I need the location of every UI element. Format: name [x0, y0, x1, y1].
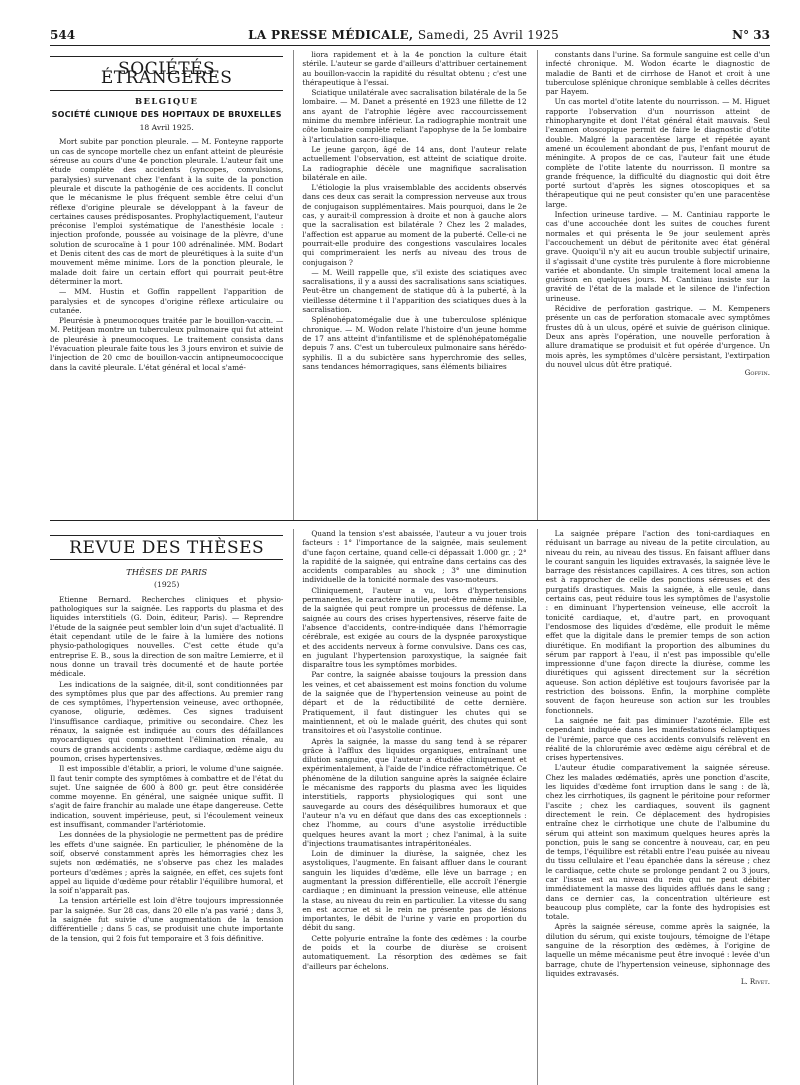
- paragraph: Après la saignée séreuse, comme après la saignée, la dilution du sérum, qui existe toujours, témoigne de l'étape sanguine de la résorption des œdèmes, à l'origine de laquelle un même mécanisme peut être invoqué : levée d'un barrage, chute de l'hypertension veineuse, siphonnage des liquides extravasés.: [545, 922, 770, 978]
- paragraph: Infection urineuse tardive. — M. Cantiniau rapporte le cas d'une accouchée dont les suites de couches furent normales et qui présenta le 9e jour seulement après l'accouchement un début de péritonite avec état général grave. Quoiqu'il n'y ait eu aucun trouble subjectif urinaire, il s'agissait d'une cystite très purulente à flore microbienne variée et abondante. Un simple traitement local amena la guérison en quelques jours. M. Cantiniau insiste sur la gravité de l'état de la malade et le silence de l'infection urineuse.: [545, 210, 770, 303]
- country-heading: BELGIQUE: [134, 95, 199, 106]
- author-signature: L. Rivet.: [740, 978, 770, 987]
- paragraph: Par contre, la saignée abaisse toujours la pression dans les veines, et cet abaissement est moins fonction du volume de la saignée que de l'hypertension veineuse au point de départ et de la réductibilité de cette dernière. Pratiquement, il faut distinguer les chutes qui se maintiennent, et où le malade guérit, des chutes qui sont transitoires et où l'asystolie continue.: [302, 670, 527, 736]
- paragraph: L'étiologie la plus vraisemblable des accidents observés dans ces deux cas serait la compression nerveuse aux trous de conjugaison supplémentaires. Mais pourquoi, dans le 2e cas, y aurait-il compression à droite et non à gauche alors que la sacralisation est bilatérale ? Chez les 2 malades, l'affection est apparue au moment de la puberté. Celle-ci ne pourrait-elle produire des congestions vasculaires locales qui comprimeraient les nerfs au niveau des trous de conjugaison ?: [302, 183, 527, 267]
- paragraph: Etienne Bernard. Recherches cliniques et physio-pathologiques sur la saignée. Les rapports du plasma et des liquides interstitiels (G. Doin, éditeur, Paris). — Reprendre l'étude de la saignée peut sembler loin d'un sujet d'actualité. Il était cependant utile de le faire à la lumière des notions physio-pathologiques nouvelles. C'est cette étude qu'a entreprise E. B., sous la direction de son maître Lemierre, et il nous donne un travail très documenté et de haute portée médicale.: [50, 594, 284, 679]
- societes-section: [50, 46, 770, 521]
- paragraph: Un cas mortel d'otite latente du nourrisson. — M. Higuet rapporte l'observation d'un nourrisson atteint de rhinopharyngite et dont l'état général était mauvais. Seul l'examen otoscopique permit de faire le diagnostic d'otite double. Malgré la paracentèse large et répétée ayant amené un écoulement abondant de pus, l'enfant mourut de méningite. A propos de ce cas, l'auteur fait une étude complète de l'otite latente du nourrisson. Il montre sa grande fréquence, la difficulté du diagnostic qui doit être porté surtout d'après les signes otoscopiques et sa thérapeutique qui ne peut consister qu'en une paracentèse large.: [545, 97, 770, 209]
- paragraph: La saignée ne fait pas diminuer l'azotémie. Elle est cependant indiquée dans les manifestations éclamptiques de l'urémie, parce que ces accidents convulsifs relèvent en réalité de la chlorurémie avec œdème aigu cérébral et de crises hypertensives.: [545, 715, 770, 763]
- author-signature: Goffin.: [744, 369, 770, 378]
- issue-date: Samedi, 25 Avril 1925: [417, 28, 560, 42]
- paragraph: Cliniquement, l'auteur a vu, lors d'hypertensions permanentes, le caractère inutile, peut-être même nuisible, de la saignée qui peut rompre un processus de défense. La saignée au cours des crises hypertensives, réserve faite de l'absence d'accidents, contre-indiquée dans l'hémorragie cérébrale, est exigée au cours de la dyspnée paroxystique et des accidents nerveux à forme convulsive. Dans ces cas, en jugulant l'hypertension paroxystique, la saignée fait disparaître tous les symptômes morbides.: [302, 585, 527, 670]
- paragraph: Loin de diminuer la diurèse, la saignée, chez les asystoliques, l'augmente. En faisant affluer dans le courant sanguin les liquides d'œdème, elle lève un barrage ; en augmentant la pression différentielle, elle accroît l'énergie cardiaque ; en diminuant la pression veineuse, elle atténue la stase, au niveau du rein en particulier. La vitesse du sang en est accrue et si le rein ne présente pas de lésions importantes, le débit de l'urine y varie en proportion du débit du sang.: [302, 849, 527, 933]
- paragraph: Cette polyurie entraîne la fonte des œdèmes : la courbe de poids et la courbe de diurèse se croisent automatiquement. La résorption des œdèmes se fait d'ailleurs par échelons.: [302, 933, 527, 971]
- page-number: 544: [50, 28, 76, 42]
- societes-column-2: [293, 50, 526, 520]
- societes-column-1: [50, 50, 283, 520]
- theses-heading: THÈSES DE PARIS: [126, 567, 208, 578]
- paragraph: Sciatique unilatérale avec sacralisation bilatérale de la 5e lombaire. — M. Danet a présenté en 1923 une fillette de 12 ans ayant de l'atrophie légère avec raccourcissement minime du membre inférieur. La radiographie montrait une côte lombaire complète reliant l'apophyse de la 5e lombaire à l'articulation sacro-iliaque.: [302, 88, 527, 144]
- paragraph: La saignée prépare l'action des toni-cardiaques en réduisant un barrage au niveau de la petite circulation, au niveau du rein, au niveau des tissus. En faisant affluer dans le courant sanguin les liquides extravasés, la saignée lève le barrage des résistances capillaires. A ces titres, son action est à rapprocher de celle des ponctions séreuses et des purgatifs drastiques. Mais la saignée, à elle seule, dans certains cas, peut réduire tous les symptômes de l'asystolie : en diminuant l'hypertension veineuse, elle accroît la tonicité cardiaque, et, d'autre part, en provoquant l'endosmose des liquides d'œdème, elle produit le même effet que la digitale dans le premier temps de son action diurétique. En modifiant la proportion des albumines du sérum par rapport à l'eau, il n'est pas impossible qu'elle impressionne d'une façon directe la diurèse, comme les diurétiques qui agissent directement sur la sécrétion aqueuse. Son action déplétive est toujours favorisée par la restriction des boissons. Enfin, la morphine complète souvent de façon heureuse son action sur les troubles fonctionnels.: [545, 529, 770, 715]
- theses-section: [50, 521, 770, 1085]
- journal-name: LA PRESSE MÉDICALE,: [248, 28, 414, 42]
- session-date: 18 Avril 1925.: [139, 123, 194, 133]
- theses-column-2: [293, 529, 526, 1085]
- paragraph: Le jeune garçon, âgé de 14 ans, dont l'auteur relate actuellement l'observation, est atteint de sciatique droite. La radiographie décèle une magnifique sacralisation bilatérale en aile.: [302, 144, 527, 182]
- newspaper-page: [50, 28, 770, 1068]
- paragraph: Il est impossible d'établir, a priori, le volume d'une saignée. Il faut tenir compte des symptômes à combattre et de l'état du sujet. Une saignée de 600 à 800 gr. peut être considérée comme moyenne. En général, une saignée unique suffit. Il s'agit de faire franchir au malade une étape dangereuse. Cette indication, souvent impérieuse, peut, si l'écoulement veineux est insuffisant, commander l'artériotomie.: [50, 764, 284, 830]
- paragraph: La tension artérielle est loin d'être toujours impressionnée par la saignée. Sur 28 cas, dans 20 elle n'a pas varié ; dans 3, la saignée fut suivie d'une augmentation de la tension différentielle ; dans 5 cas, se produisit une chute importante de la tension, qui 2 fois fut temporaire et 3 fois définitive.: [50, 896, 284, 943]
- journal-title-line: [248, 28, 559, 42]
- paragraph: — M. Weill rappelle que, s'il existe des sciatiques avec sacralisations, il y a aussi des sacralisations sans sciatiques. Peut-être un changement de statique dû à la puberté, à la vieillesse détermine t il l'apparition des sciatiques dues à la sacralisation.: [302, 267, 527, 315]
- paragraph: Pleurésie à pneumocoques traitée par le bouillon-vaccin. — M. Petitjean montre un tuberculeux pulmonaire qui fut atteint de pleurésie à pneumocoques. Le traitement consista dans l'évacuation pleurale faite tous les 3 jours environ et suivie de l'injection de 20 cmc de bouillon-vaccin antipneumococcique dans la cavité pleurale. L'état général et local s'amé-: [50, 316, 284, 372]
- theses-column-1: [50, 529, 283, 1085]
- paragraph: Quand la tension s'est abaissée, l'auteur a vu jouer trois facteurs : 1° l'importance de la saignée, mais seulement d'une façon certaine, quand celle-ci dépassait 1.000 gr. ; 2° la rapidité de la saignée, qui entraîne dans certains cas des accidents comparables au shock ; 3° une diminution individuelle de la tonicité normale des vaso-moteurs.: [302, 529, 527, 585]
- section-title: SOCIÉTÉS ÉTRANGÈRES: [50, 56, 283, 91]
- paragraph: Après la saignée, la masse du sang tend à se réparer grâce à l'afflux des liquides organiques, entraînant une dilution sanguine, que l'auteur a étudiée cliniquement et expérimentalement, à l'aide de l'indice réfractométrique. Ce phénomène de la dilution sanguine après la saignée éclaire le mécanisme des rapports du plasma avec les liquides interstitiels, rapports physiologiques qui sont une sauvegarde au cours des déséquilibres humoraux et que l'auteur n'a vu en défaut que dans des cas exceptionnels : chez l'homme, au cours d'une asystolie irréductible quelques heures avant la mort ; chez l'animal, à la suite d'injections traumatisantes intrapéritonéales.: [302, 736, 527, 848]
- theses-year: (1925): [154, 579, 180, 589]
- paragraph: Splénohépatomégalie due à une tuberculose splénique chronique. — M. Wodon relate l'histoire d'un jeune homme de 17 ans atteint d'infantilisme et de splénohépatomégalie depuis 7 ans. C'est un tuberculeux pulmonaire sans hérédo-syphilis. Il a du subictère sans hyperchromie des selles, sans tendances hémorragiques, sans éléments biliaires: [302, 315, 527, 371]
- theses-column-3: [537, 529, 770, 1085]
- issue-number: N° 33: [732, 28, 770, 42]
- paragraph: constants dans l'urine. Sa formule sanguine est celle d'un infecté chronique. M. Wodon écarte le diagnostic de maladie de Banti et de cirrhose de Hanot et croit à une tuberculose splénique chronique semblable à celles décrites par Hayem.: [545, 50, 770, 97]
- running-header: [50, 28, 770, 46]
- paragraph: liora rapidement et à la 4e ponction la culture était stérile. L'auteur se garde d'ailleurs d'attribuer certainement au bouillon-vaccin la rapidité du résultat obtenu ; c'est une thérapeutique à l'essai.: [302, 50, 527, 87]
- paragraph: Les indications de la saignée, dit-il, sont conditionnées par des symptômes plus que par des affections. Au premier rang de ces symptômes, l'hypertension veineuse, avec orthopnée, cyanose, oligurie, œdèmes. Ces signes traduisent l'insuffisance cardiaque, primitive ou secondaire. Chez les rénaux, la saignée est indiquée au cours des défaillances myocardiques qui compromettent l'élimination rénale, au cours de grands accidents : asthme cardiaque, œdème aigu du poumon, crises hypertensives.: [50, 679, 284, 763]
- section-title: REVUE DES THÈSES: [50, 535, 283, 560]
- societes-column-3: [537, 50, 770, 520]
- paragraph: Récidive de perforation gastrique. — M. Kempeners présente un cas de perforation stomacale avec symptômes frustes dû à un ulcus, opéré et suivie de guérison clinique. Deux ans après l'opération, une nouvelle perforation à allure dramatique se produisit et fut opérée d'urgence. Un mois après, les symptômes d'ulcère persistant, l'extirpation du nouvel ulcus dût être pratiqué.: [545, 304, 770, 369]
- paragraph: L'auteur étudie comparativement la saignée séreuse. Chez les malades œdématiés, après une ponction d'ascite, les liquides d'œdème font irruption dans le sang : de là, chez les cirrhotiques, ils gagnent le péritoine pour reformer l'ascite ; chez les cardiaques, souvent ils gagnent directement le rein. Ce déplacement des hydropisies entraîne chez le cirrhotique une chute de l'albumine du sérum qui atteint son maximum quelques heures après la ponction, puis le sang se concentre à nouveau, car, en peu de temps, l'équilibre est rétabli entre l'eau puisée au niveau du tissu cellulaire et l'eau épanchée dans la séreuse ; chez le cardiaque, cette chute se prolonge pendant 2 ou 3 jours, car l'issue est au niveau du rein qui ne peut débiter immédiatement la masse des liquides afflués dans le sang ; dans ce dernier cas, la concentration ultérieure est beaucoup plus complète, car la fonte des hydropisies est totale.: [545, 763, 770, 922]
- paragraph: Les données de la physiologie ne permettent pas de prédire les effets d'une saignée. En particulier, le phénomène de la soif, observé constamment après les hémorragies chez les sujets non œdématiés, ne s'observe pas chez les malades porteurs d'œdèmes ; après la saignée, en effet, ces sujets font appel au liquide d'œdème pour rétablir l'équilibre humoral, et la soif n'apparaît pas.: [50, 830, 284, 896]
- paragraph: — MM. Hustin et Goffin rappellent l'apparition de paralysies et de syncopes d'origine réflexe articulaire ou cutanée.: [50, 287, 284, 315]
- society-heading: SOCIÉTÉ CLINIQUE DES HOPITAUX DE BRUXELLES: [51, 109, 282, 119]
- paragraph: Mort subite par ponction pleurale. — M. Fonteyne rapporte un cas de syncope mortelle chez un enfant atteint de pleurésie séreuse au cours d'une 4e ponction pleurale. L'auteur fait une étude complète des accidents (syncopes, convulsions, paralysies) survenant chez l'enfant à la suite de la ponction pleurale et discute la pathogénie de ces accidents. Il conclut que le mécanisme le plus fréquent semble être celui d'un réflexe d'origine pleurale se développant à la faveur de certaines causes prédisposantes. Prophylactiquement, l'auteur préconise l'emploi systématique de l'anesthésie locale : injection profonde, poussée au voisinage de la plèvre, d'une solution de scurocaïne à 1 pour 100 adrénalinée. MM. Bodart et Denis citent des cas de mort de pleurétiques à la suite d'un mouvement même minime. Lors de la ponction pleurale, le malade doit faire un certain effort qui pourrait peut-être déterminer la mort.: [50, 137, 284, 286]
